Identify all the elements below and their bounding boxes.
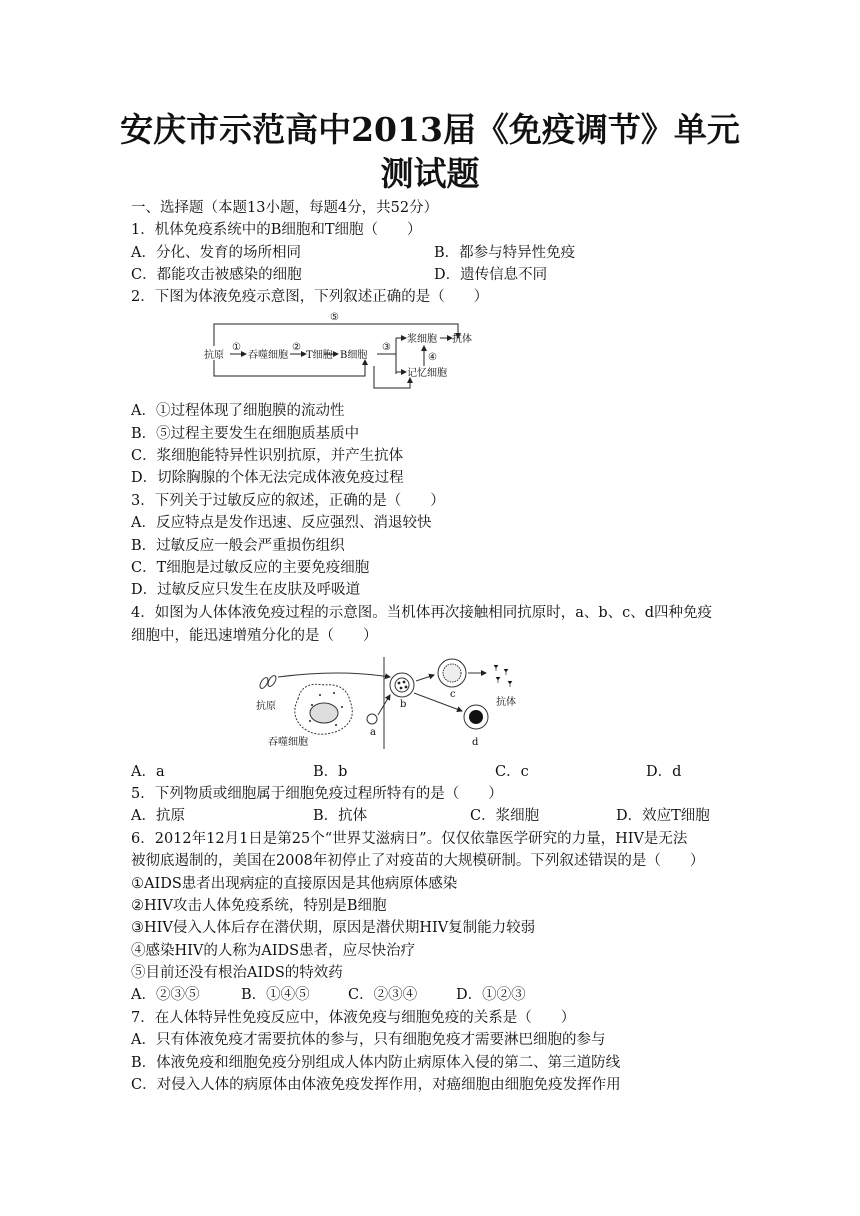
question-4-option-c: C．c (495, 764, 529, 780)
question-3-option-a: A．反应特点是发作迅速、反应强烈、消退较快 (131, 515, 432, 531)
question-6-statement-1: ①AIDS患者出现病症的直接原因是其他病原体感染 (131, 876, 458, 892)
diagram-cell-b: b (400, 699, 407, 710)
diagram-step-3: ③ (382, 342, 391, 353)
question-4-option-d: D．d (646, 764, 682, 780)
question-4-option-a: A．a (131, 764, 165, 780)
question-5-stem: 5．下列物质或细胞属于细胞免疫过程所特有的是（ ） (131, 786, 503, 802)
question-4-stem-continued: 细胞中，能迅速增殖分化的是（ ） (131, 628, 378, 644)
question-3-option-d: D．过敏反应只发生在皮肤及呼吸道 (131, 582, 361, 598)
diagram-label-b-cell: B细胞 (340, 350, 368, 361)
diagram-cell-d: d (472, 737, 479, 748)
question-7-stem: 7．在人体特异性免疫反应中，体液免疫与细胞免疫的关系是（ ） (131, 1010, 576, 1026)
question-7-option-b: B．体液免疫和细胞免疫分别组成人体内防止病原体入侵的第二、第三道防线 (131, 1055, 621, 1071)
diagram-step-2: ② (292, 342, 301, 353)
diagram-cell-c: c (450, 689, 456, 700)
question-4-option-b: B．b (313, 764, 348, 780)
question-6-statement-3: ③HIV侵入人体后存在潜伏期，原因是潜伏期HIV复制能力较弱 (131, 920, 536, 936)
question-1-stem: 1．机体免疫系统中的B细胞和T细胞（ ） (131, 222, 422, 238)
question-7-option-a: A．只有体液免疫才需要抗体的参与，只有细胞免疫才需要淋巴细胞的参与 (131, 1032, 606, 1048)
diagram-label-antigen: 抗原 (256, 701, 276, 712)
question-6-option-b: B．①④⑤ (241, 987, 310, 1003)
question-1-option-c: C．都能攻击被感染的细胞 (131, 267, 302, 283)
diagram-step-4: ④ (428, 352, 437, 363)
question-1-option-a: A．分化、发育的场所相同 (131, 245, 301, 261)
page-title: 安庆市示范高中2013届《免疫调节》单元 (120, 110, 740, 149)
diagram-label-antibody: 抗体 (496, 697, 516, 708)
humoral-immunity-flow-diagram (200, 308, 490, 392)
question-5-option-d: D．效应T细胞 (616, 808, 710, 824)
question-2-option-c: C．浆细胞能特异性识别抗原，并产生抗体 (131, 448, 404, 464)
question-2-option-a: A．①过程体现了细胞膜的流动性 (131, 403, 345, 419)
question-5-option-c: C．浆细胞 (470, 808, 540, 824)
diagram-step-1: ① (232, 342, 241, 353)
section-heading: 一、选择题（本题13小题，每题4分，共52分） (131, 200, 439, 216)
question-4-stem: 4．如图为人体体液免疫过程的示意图。当机体再次接触相同抗原时，a、b、c、d四种免疫 (131, 605, 713, 621)
question-6-stem: 6．2012年12月1日是第25个“世界艾滋病日”。仅仅依靠医学研究的力量，HIV是无法 (131, 831, 688, 847)
question-7-option-c: C．对侵入人体的病原体由体液免疫发挥作用，对癌细胞由细胞免疫发挥作用 (131, 1077, 621, 1093)
question-6-option-a: A．②③⑤ (131, 987, 200, 1003)
diagram-label-memory-cell: 记忆细胞 (407, 368, 447, 379)
question-6-statement-2: ②HIV攻击人体免疫系统，特别是B细胞 (131, 898, 387, 914)
question-6-option-d: D．①②③ (456, 987, 526, 1003)
diagram-label-phagocyte: 吞噬细胞 (268, 737, 308, 748)
question-3-option-c: C．T细胞是过敏反应的主要免疫细胞 (131, 560, 370, 576)
question-6-stem-continued: 被彻底遏制的，美国在2008年初停止了对疫苗的大规模研制。下列叙述错误的是（ ） (131, 853, 705, 869)
diagram-label-antigen: 抗原 (204, 350, 224, 361)
question-1-option-b: B．都参与特异性免疫 (434, 245, 576, 261)
question-2-option-b: B．⑤过程主要发生在细胞质基质中 (131, 426, 360, 442)
page-title-continued: 测试题 (380, 154, 480, 193)
question-3-stem: 3．下列关于过敏反应的叙述，正确的是（ ） (131, 493, 445, 509)
question-2-stem: 2．下图为体液免疫示意图，下列叙述正确的是（ ） (131, 289, 489, 305)
immune-cell-diagram (250, 655, 530, 755)
question-6-statement-4: ④感染HIV的人称为AIDS患者，应尽快治疗 (131, 943, 416, 959)
diagram-label-antibody: 抗体 (452, 334, 472, 345)
question-5-option-a: A．抗原 (131, 808, 185, 824)
question-2-option-d: D．切除胸腺的个体无法完成体液免疫过程 (131, 470, 404, 486)
question-6-statement-5: ⑤目前还没有根治AIDS的特效药 (131, 965, 343, 981)
diagram-label-plasma-cell: 浆细胞 (407, 334, 437, 345)
question-1-option-d: D．遗传信息不同 (434, 267, 548, 283)
question-3-option-b: B．过敏反应一般会严重损伤组织 (131, 538, 345, 554)
diagram-label-phagocyte: 吞噬细胞 (248, 350, 288, 361)
diagram-step-5: ⑤ (330, 312, 339, 323)
diagram-cell-a: a (370, 727, 376, 738)
question-6-option-c: C．②③④ (348, 987, 418, 1003)
diagram-label-t-cell: T细胞 (306, 350, 333, 361)
question-5-option-b: B．抗体 (313, 808, 368, 824)
